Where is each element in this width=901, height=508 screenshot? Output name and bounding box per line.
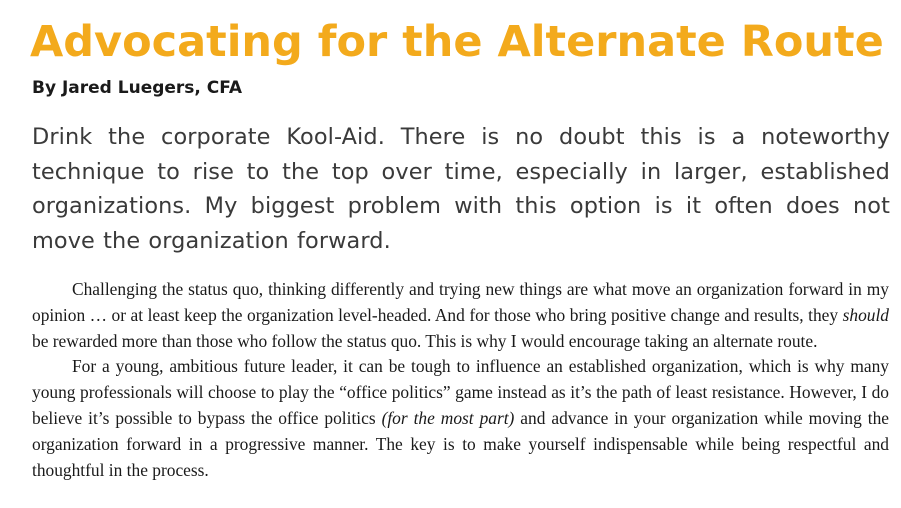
paragraph-1-text-end: be rewarded more than those who follow the status quo. This is why I would encourage taking an alternate route. (32, 330, 818, 351)
body-paragraph-1 (32, 277, 889, 354)
paragraph-1-text-start: Challenging the status quo, thinking differently and trying new things are what move an organization forward in my opinion … or at least keep the organization level-headed. And for those who bring positive change and results, they (32, 279, 889, 325)
paragraph-2-text-end: and advance in your organization while moving the organization forward in a progressive manner. The key is to make yourself indispensable while being respectful and thoughtful in the process. (32, 407, 889, 480)
article-body (32, 277, 889, 483)
article-byline: By Jared Luegers, CFA (32, 78, 243, 98)
article-title: Advocating for the Alternate Route (30, 17, 884, 67)
article-lede: Drink the corporate Kool-Aid. There is no doubt this is a noteworthy technique to rise to the top over time, especially in larger, established organizations. My biggest problem with this option is it often does not move the organization forward. (32, 124, 890, 254)
paragraph-1-emphasis: should (842, 304, 889, 325)
body-paragraph-2 (32, 354, 889, 483)
paragraph-2-emphasis: (for the most part) (381, 407, 515, 428)
paragraph-2-text-start: For a young, ambitious future leader, it can be tough to influence an established organization, which is why many young professionals will choose to play the “office politics” game instead as it’s the path of least resistance. However, I do believe it’s possible to bypass the office politics (32, 356, 889, 428)
